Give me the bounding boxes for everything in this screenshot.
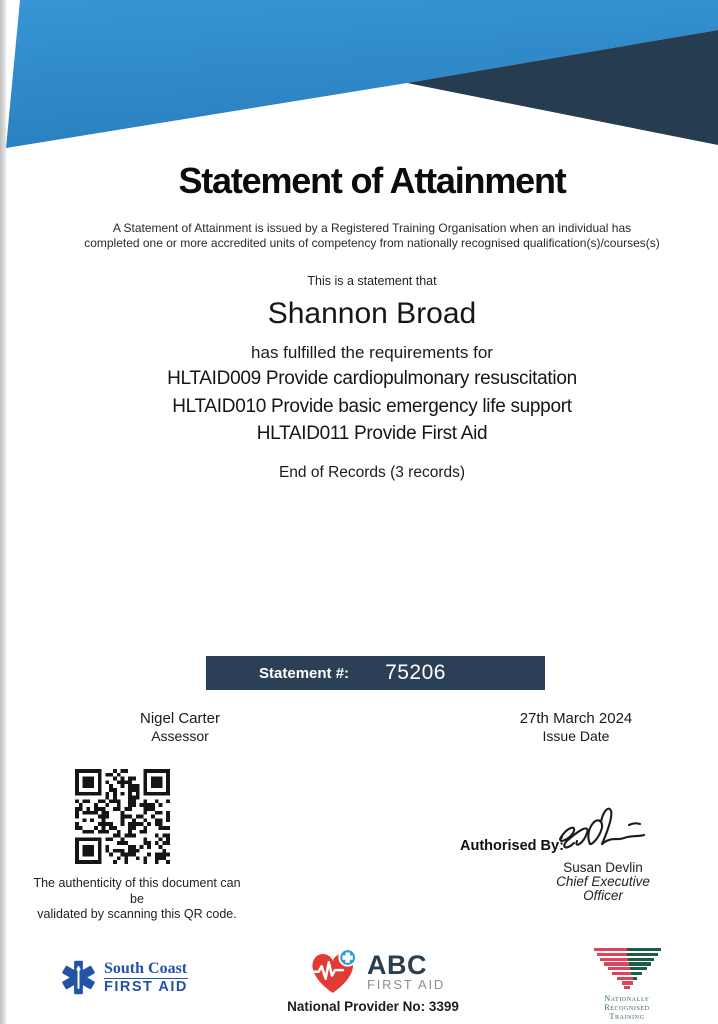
- signatory-role-line-2: Officer: [583, 887, 623, 903]
- qr-code: [75, 769, 170, 864]
- assessor-name: Nigel Carter: [139, 710, 221, 727]
- issue-date-block: [506, 710, 646, 745]
- unit-item: HLTAID011 Provide First Aid: [256, 423, 488, 444]
- subtitle-line-2: completed one or more accredited units of competency from nationally recognised qualification(s)/courses(s): [84, 236, 660, 250]
- abc-name: ABC: [367, 950, 427, 980]
- page-subtitle: [26, 221, 718, 251]
- authorised-by-label: Authorised By:: [460, 838, 564, 854]
- statement-intro: This is a statement that: [307, 274, 437, 288]
- qr-note-line-2: validated by scanning this QR code.: [37, 907, 237, 921]
- subtitle-line-1: A Statement of Attainment is issued by a Registered Training Organisation when an individual has: [112, 221, 632, 235]
- statement-number-value: 75206: [385, 661, 446, 684]
- authorised-signatory-block: [542, 861, 664, 902]
- statement-number-bar: [206, 656, 545, 690]
- issue-date-label: Issue Date: [542, 727, 610, 744]
- recipient-name: Shannon Broad: [267, 297, 477, 330]
- nrt-triangle-icon: [588, 948, 666, 991]
- signatory-name: Susan Devlin: [563, 860, 643, 875]
- scan-edge: [0, 0, 6, 1024]
- south-coast-logo-text: [104, 960, 188, 995]
- qr-note: [26, 876, 248, 923]
- fulfilled-text: has fulfilled the requirements for: [251, 343, 493, 362]
- unit-item: HLTAID009 Provide cardiopulmonary resuscitation: [167, 368, 577, 389]
- qr-note-line-1: The authenticity of this document can be: [33, 876, 241, 906]
- header-banner: [0, 0, 718, 152]
- issue-date: 27th March 2024: [519, 710, 633, 727]
- abc-logo-text: [367, 950, 446, 992]
- south-coast-name: South Coast: [104, 960, 188, 977]
- assessor-block: [110, 710, 250, 745]
- abc-first-aid: FIRST AID: [367, 977, 446, 992]
- signature: [546, 803, 650, 861]
- page-title: Statement of Attainment: [178, 160, 566, 201]
- unit-list: [26, 365, 718, 448]
- south-coast-first-aid-logo: [60, 958, 188, 997]
- signatory-role-line-1: Chief Executive: [556, 873, 650, 889]
- nrt-caption-line-1: Nationally Recognised: [604, 994, 650, 1013]
- south-coast-first-aid: FIRST AID: [104, 979, 188, 995]
- national-provider-number: National Provider No: 3399: [287, 999, 459, 1014]
- assessor-role: Assessor: [151, 727, 209, 744]
- star-of-life-icon: [60, 958, 97, 997]
- end-of-records: End of Records (3 records): [278, 464, 466, 481]
- abc-first-aid-logo: [306, 947, 445, 998]
- unit-item: HLTAID010 Provide basic emergency life support: [172, 395, 572, 417]
- nationally-recognised-training-logo: [588, 948, 666, 1021]
- nrt-caption-line-2: Training: [609, 1012, 645, 1022]
- nrt-caption: [588, 994, 666, 1021]
- heart-ecg-icon: [306, 947, 361, 998]
- statement-number-label: Statement #:: [259, 664, 350, 682]
